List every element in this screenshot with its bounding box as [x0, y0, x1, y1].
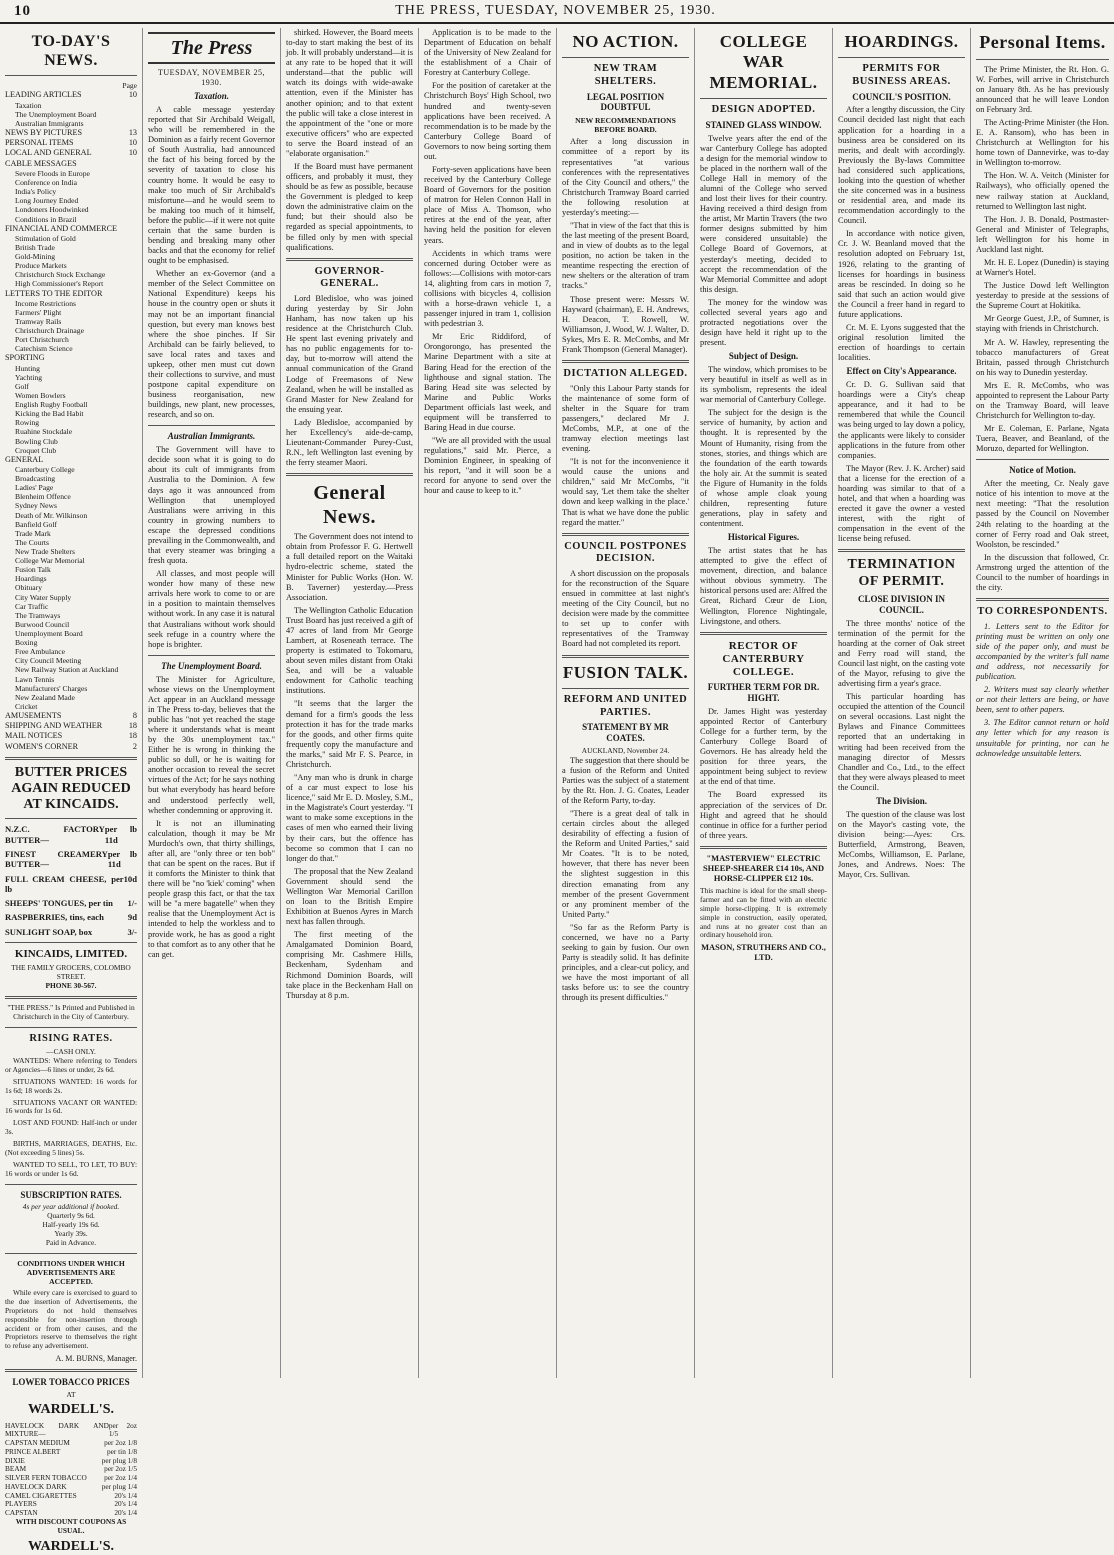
index-entry-label: SPORTING [5, 353, 45, 363]
article-paragraph: The Government will have to decide soon what it is going to do about its cult of immigrants from Australia to the Dominion. A few days ago it was announced from Wellington that unemployed Australians were arriving in this country in growing numbers to escape the depressed conditions prevailing in the Commonwealth, and that every steamer was bringing a fresh quota. [148, 445, 275, 566]
butter-ad [5, 765, 137, 991]
wardell-footer: WITH DISCOUNT COUPONS AS USUAL. [15, 1516, 127, 1535]
index-subentry: Ladies' Page [15, 483, 54, 493]
rate-item: WANTED TO SELL, TO LET, TO BUY: 16 words or under 1s 6d. [5, 1159, 137, 1178]
wardell-price-list [5, 1422, 137, 1518]
tram-body [562, 137, 689, 355]
article-paragraph: Whether an ex-Governor (and a member of the Select Committee on National Expenditure) keeps his house in the country open or shuts it may not be an important financial question, but every man knows best where the shoe pinches. If Sir Archibald can be fairly believed, to save local rates and taxes and upkeep, other men must cut down their collections to survive, and must postpone capital expenditure on business reorganisation, new buildings, new plant, new processes, research, and so on. [148, 269, 275, 420]
index-subentry: Trade Mark [15, 528, 51, 538]
butter-price: 1/- [127, 898, 137, 909]
subscription-sub: 4s per year additional if booked. [22, 1202, 120, 1212]
rate-item: LOST AND FOUND: Half-inch or under 3s. [5, 1118, 137, 1137]
design-heading: Subject of Design. [728, 351, 799, 362]
fusion-subheading-2: STATEMENT BY MR COATES. [582, 722, 669, 743]
article-paragraph: Lord Bledisloe, who was joined during yesterday by Sir John Hanham, has now taken up his residence at the Christchurch Club. He spent last evening privately and has no public engagements for to-day, but to-morrow will attend the annual communication of the Grand Lodge of Freemasons of New Zealand, when he will be installed as Grand Master for New Zealand for the ensuing year. [286, 293, 413, 414]
article-paragraph: If the Board must have permanent officers, and probably it must, they should be as few as possible, because the Government is pledged to keep down the administrative claim on the fund; but their should also be regarded as special appointments, to be filled only by men with special qualifications. [286, 162, 413, 252]
wardell-item: DIXIE [5, 1455, 25, 1465]
index-subentry: Free Ambulance [15, 647, 65, 657]
butter-price-row [5, 849, 137, 870]
wardell-footer-store: WARDELL'S. [28, 1538, 114, 1554]
wardell-price: 20's 1/4 [114, 1490, 137, 1500]
wardell-price: per plug 1/4 [101, 1481, 137, 1491]
rector-subheading: FURTHER TERM FOR DR. HIGHT. [707, 682, 820, 704]
index-entry-label: MAIL NOTICES [5, 731, 63, 741]
masthead-title: THE PRESS, TUESDAY, NOVEMBER 25, 1930. [395, 3, 716, 18]
news-paragraph: The Wellington Catholic Education Trust Board has just received a gift of 47 acres of land from Mr George Lambert, at Roseneath terrace. The property is estimated to Tokomaru, about seven miles distant from Otaki Sea, and will be a valuable endowment for Catholic teaching institutions. [286, 605, 413, 696]
wardell-item: CAPSTAN [5, 1508, 38, 1518]
index-subentry: New Zealand Made [15, 692, 75, 702]
article-paragraph: Twelve years after the end of the war Canterbury College has adopted a design for the memorial window to be placed in the northern wall of the College Hall in memory of the alumni of the College who served and lost their lives for their country. Having received a third design from the artist, Mr Martin Travers (the two former designs submitted by him were considered unsuitable) the College Board of Governors, at yesterday's meeting, decided to accept the recommendation of the War Memorial Committee and adopt this design. [700, 133, 827, 294]
index-subentry: Produce Markets [15, 261, 67, 271]
index-subentry: Golf [15, 381, 29, 391]
wardell-item: CAMEL CIGARETTES [5, 1490, 77, 1500]
article-paragraph: "Only this Labour Party stands for the maintenance of some form of shelter in the Square for tram passengers," declared Mr J. McCombs, M.P., at one of the tramway election meetings last evening. [562, 383, 689, 454]
wardell-sub: AT [66, 1389, 76, 1399]
index-subentry: Car Traffic [15, 601, 49, 611]
article-paragraph: The Board expressed its appreciation of the services of Dr. Hight and agreed that he should continue in office for a further period of three years. [700, 790, 827, 840]
wardell-item: BEAM [5, 1464, 27, 1474]
index-subentry: City Water Supply [15, 592, 72, 602]
wardell-price: per tin 1/8 [107, 1446, 137, 1456]
wardell-item: HAVELOCK DARK [5, 1481, 67, 1491]
rector-body [700, 707, 827, 841]
index-subentry: Ruahine Stockdale [15, 427, 73, 437]
subscription-footer: Paid in Advance. [45, 1237, 97, 1247]
wardell-price: 20's 1/4 [114, 1508, 137, 1518]
article-paragraph: After the meeting, Cr. Nealy gave notice of his intention to move at the next meeting: "That the resolution passed by the Council on November 24th relating to the hoarding at the corner of Ferry road and Oak street, Woolston, be rescinded." [976, 479, 1109, 549]
index-entry [5, 128, 137, 138]
butter-price: per lb 11d [107, 848, 137, 870]
wardell-item: PRINCE ALBERT [5, 1446, 61, 1456]
index-entry-label: LEADING ARTICLES [5, 90, 82, 100]
index-subentry: High Commissioner's Report [15, 279, 104, 289]
article-taxation-body [148, 105, 275, 420]
memorial-body [700, 134, 827, 349]
index-subentry: Manufacturers' Charges [15, 683, 88, 693]
council-heading: COUNCIL POSTPONES DECISION. [564, 540, 687, 565]
press-notice: "THE PRESS." Is Printed and Published in Christchurch in the City of Canterbury. [7, 1002, 135, 1021]
butter-company-sub: THE FAMILY GROCERS, COLOMBO STREET. [11, 963, 131, 982]
masterview-ad [700, 854, 827, 964]
index-entry-page: 10 [128, 90, 137, 100]
index-subentry: Hoardings [15, 574, 47, 584]
council-body [562, 569, 689, 650]
index-subentry: Severe Floods in Europe [15, 168, 90, 178]
article-taxation-heading: Taxation. [194, 91, 229, 102]
wardell-price: per 2oz 1/4 [104, 1473, 137, 1483]
column-three [281, 28, 419, 1378]
rates-list [5, 1057, 137, 1179]
index-entry-page: 18 [128, 731, 137, 741]
index-entry [5, 721, 137, 731]
subscription-line: Half-yearly 19s 6d. [42, 1220, 100, 1230]
tributes-body [700, 546, 827, 627]
butter-price-list [5, 824, 137, 937]
index-list [5, 90, 137, 752]
index-subentry: Gold-Mining [15, 252, 56, 262]
personal-paragraph: Mr. H. E. Lopez (Dunedin) is staying at Warner's Hotel. [976, 258, 1109, 278]
column-tram [557, 28, 695, 1378]
butter-price-row [5, 824, 137, 845]
index-entry [5, 731, 137, 741]
general-news-body [286, 532, 413, 1001]
index-subentry: Women Bowlers [15, 391, 66, 400]
article-paragraph: The suggestion that there should be a fusion of the Reform and United Parties was the subject of a statement by the Rt. Hon. J. G. Coates, Leader of the Reform Party, to-day. [562, 755, 689, 805]
wardell-price: per plug 1/8 [101, 1455, 137, 1465]
wardell-price-row [5, 1422, 137, 1440]
subscription-heading: SUBSCRIPTION RATES. [20, 1189, 122, 1200]
effect-body [838, 380, 965, 544]
termination-heading: TERMINATION OF PERMIT. [847, 557, 956, 590]
governor-body [286, 294, 413, 468]
division-heading: The Division. [875, 795, 927, 806]
index-entry [5, 711, 137, 721]
design-body [700, 365, 827, 529]
index-entry-page: 2 [132, 741, 137, 751]
index-subentry: British Trade [15, 242, 55, 252]
index-subentry: Long Journey Ended [15, 196, 79, 206]
subscription-line: Quarterly 9s 6d. [47, 1211, 95, 1221]
butter-price: 10d [123, 873, 137, 884]
index-subentry: Hunting [15, 363, 40, 373]
index-entry [5, 224, 137, 234]
hoardings-heading-3: COUNCIL'S POSITION. [852, 91, 951, 102]
article-paragraph: "That in view of the fact that this is the last meeting of the present Board, and in view of doubts as to the legal position, no action be taken in the meantime respecting the erection of new shelters or the alteration of tram tracks." [562, 221, 689, 291]
index-entry-page: 10 [128, 148, 137, 158]
subscription-lines [5, 1212, 137, 1239]
hoardings-heading-1: HOARDINGS. [844, 32, 959, 51]
index-subentry: New Railway Station at Auckland [15, 665, 119, 675]
index-subentry: Banfield Golf [15, 519, 57, 529]
index-subentry: College War Memorial [15, 556, 85, 566]
index-subentry: Stimulation of Gold [15, 233, 76, 243]
index-subentry: Rowing [15, 418, 40, 428]
news-paragraph: For the position of caretaker at the Christchurch Boys' High School, two hundred and twenty-seven applications have been received. A recommendation is to be made by the Canterbury College Board of Governors to now being sorting them out. [424, 81, 551, 161]
index-entry [5, 455, 137, 465]
index-subentry: Broadcasting [15, 474, 56, 484]
butter-item: FULL CREAM CHEESE, per lb [5, 873, 124, 894]
index-entry [5, 159, 137, 169]
governor-heading: GOVERNOR-GENERAL. [314, 265, 385, 290]
general-news-heading: General News. [313, 482, 386, 529]
news-paragraph: Mr Eric Riddiford, of Orongorongo, has presented the Marine Department with a site at Baring Head for the erection of the lighthouse and signal station. The Baring Head site was selected by Marine and Public Works Department officials last week, and equipment will be transferred to Baring Head in due course. [424, 332, 551, 432]
index-subentry: Boxing [15, 638, 38, 648]
index-entry-page: 13 [128, 127, 137, 137]
column-three-body [286, 28, 413, 253]
rate-item: SITUATIONS WANTED: 16 words for 1s 6d; 18 words 2s. [5, 1076, 137, 1095]
article-paragraph: shirked. However, the Board meets to-day to start making the best of its job. It will probably understand—it is at any rate to be hoped that it will understand—that the public will watch its doings with wide-awake attention, even if the Minister has another opinion; and to that extent the public will take a close interest in the appointment of the "one or more executive officers" who are expected to serve the Board instead of an "elaborate organisation." [286, 28, 413, 158]
index-subentry: Croquet Club [15, 445, 57, 455]
division-body [838, 810, 965, 881]
index-subentry: Burwood Council [15, 619, 70, 629]
butter-ad-heading: BUTTER PRICES AGAIN REDUCED AT KINCAIDS. [11, 764, 131, 813]
article-paragraph: The Mayor (Rev. J. K. Archer) said that a license for the erection of a hoarding was similar to that of a hotel, and that when a hoarding was erected it gave the owner a vested interest, with the right of compensation in the event of the license being refused. [838, 463, 965, 544]
masterview-ad-line: This machine is ideal for the small sheep-farmer and can be fitted with an electric simple horse-clipping. It is extremely simple in construction, easily operated, and runs at no greater cost than an ordinary household iron. [700, 886, 827, 940]
index-entry-page: 10 [128, 138, 137, 148]
article-paragraph: After a long discussion in committee of a report by its representatives "at various conferences with the representatives of the City Council and others," the Christchurch Tramway Board carried the following resolution at yesterday's meeting:— [562, 137, 689, 217]
tram-heading-3: LEGAL POSITION DOUBTFUL [586, 91, 665, 113]
tributes-heading: Historical Figures. [727, 532, 800, 543]
memorial-heading-2: DESIGN ADOPTED. [711, 104, 816, 116]
index-subentry: Death of Mr. Wilkinson [15, 510, 88, 520]
wardell-heading: LOWER TOBACCO PRICES [12, 1376, 130, 1387]
index-subentry: Australian Immigrants [15, 118, 84, 128]
news-paragraph: "It seems that the larger the demand for a firm's goods the less protection it has for the trade marks for the goods, and other firms quite frequently copy the manufacture and the marks," said Mr F. S. Pearce, in Christchurch. [286, 699, 413, 769]
news-paragraph: The proposal that the New Zealand Government should send the Wellington War Memorial Carillon on loan to the British Empire Exhibition at Buenos Ayres in March next has fallen through. [286, 866, 413, 927]
butter-price-row [5, 874, 137, 895]
rate-item: WANTEDS: Where referring to Tenders or Agencies—6 lines or under, 2s 6d. [5, 1056, 137, 1074]
fusion-body [562, 756, 689, 1004]
article-paragraph: All classes, and most people will wonder how many of these new arrivals here work to come to or are in a position to maintain themselves without work. In any case it is natural that Australians without work should seek refuge in a country where the hope is brighter. [148, 569, 275, 649]
article-paragraph: Lady Bledisloe, accompanied by her Excellency's aide-de-camp, Lieutenant-Commander Purey-Cust, R.N., left Wellington last evening by the ferry steamer Maori. [286, 417, 413, 468]
index-subentry: Farmers' Plight [15, 307, 62, 317]
tram-heading-2: NEW TRAM SHELTERS. [593, 63, 658, 87]
index-subentry: New Trade Shelters [15, 547, 75, 556]
column-personal [971, 28, 1114, 1378]
index-subentry: Christchurch Stock Exchange [15, 270, 106, 280]
fusion-heading: FUSION TALK. [562, 662, 689, 682]
butter-price: 3/- [127, 926, 137, 937]
column-index [0, 28, 143, 1554]
article-paragraph: After a lengthy discussion, the City Council decided last night that each application for a hoarding in a business area be considered on its merits, and dealt with accordingly. Previously the By-laws Committee had considered such applications, looking into the question of whether the site concerned was in a business or residential area, and made its recommendation accordingly to the Council. [838, 105, 965, 226]
index-subentry: Sydney News [15, 501, 57, 511]
article-paragraph: This particular hoarding has occupied the attention of the Council on several occasions. Last night the Bylaws and Finance Committees reported that an undertaking in writing had been received from the managing director of Messrs Chandler and Co., Ltd., to the effect that they were always pleased to meet the Council. [838, 692, 965, 792]
news-paragraph: The Government does not intend to obtain from Professor F. G. Hertwell a full detailed report on the Waitaki hydro-electric scheme, stated the Minister for Public Works (Hon. W. B. Taverner) yesterday.—Press Association. [286, 532, 413, 602]
wardell-price: 20's 1/4 [114, 1499, 137, 1509]
dictation-body [562, 384, 689, 528]
column-memorial [695, 28, 833, 1378]
index-subentry: English Rugby Football [15, 400, 88, 410]
column-four-body [424, 28, 551, 497]
index-page-label: Page [122, 81, 137, 91]
news-paragraph: "Any man who is drunk in charge of a car must expect to lose his licence," said Mr E. D. Mosley, S.M., in the Magistrate's Court yesterday. "I want to make some exceptions in the cases of men who earned their living by their cars, but the offence has become so common that I can no longer do that." [286, 773, 413, 863]
index-subentry: Bowling Club [15, 436, 58, 446]
index-subentry: Conference on India [15, 178, 77, 188]
article-unemployment-heading: The Unemployment Board. [161, 660, 262, 671]
news-paragraph: Application is to be made to the Department of Education on behalf of the University of New Zealand for the establishment of a Chair of Forestry at Canterbury College. [424, 28, 551, 78]
index-entry-page: 8 [132, 710, 137, 720]
article-paragraph: The subject for the design is the service of humanity, by action and thought. It is represented by the Mount of Humanity, rising from the stones, stories, and things which are the foundation of the earth towards the holy air. At the summit is seated the Figure of Humanity in the folds of whose ample cloak young children, representing future generations, play in safety and contentment. [700, 408, 827, 529]
butter-phone: PHONE 30-567. [45, 981, 97, 990]
paper-name: The Press [148, 32, 275, 64]
index-entry [5, 742, 137, 752]
rate-item: SITUATIONS VACANT OR WANTED: 16 words for 1s 6d. [5, 1097, 137, 1116]
butter-price: per lb 11d [104, 824, 137, 845]
index-entry-label: LOCAL AND GENERAL [5, 148, 92, 158]
fusion-subheading: REFORM AND UNITED PARTIES. [563, 693, 688, 718]
personal-paragraph: Mr E. Coleman, E. Parlane, Ngata Tuera, Beaver, and Beanland, of the Moruzo, departed for Wellington. [976, 424, 1109, 454]
personal-paragraph: Mrs E. R. McCombs, who was appointed to represent the Labour Party on the Tramway Board, will leave Christchurch for Wellington to-day. [976, 380, 1109, 421]
index-entry-label: SHIPPING AND WEATHER [5, 721, 103, 731]
hoardings-body [838, 105, 965, 363]
butter-company: KINCAIDS, LIMITED. [14, 948, 128, 961]
personal-paragraph: Mr George Guest, J.P., of Sumner, is staying with friends in Christchurch. [976, 314, 1109, 334]
article-paragraph: A short discussion on the proposals for the reconstruction of the Square ensued in committee at last night's meeting of the City Council, but no decision were made by the committee to set up to confer with representatives of the Tramway Board had not completed its report. [562, 568, 689, 649]
masterview-ad-line: MASON, STRUTHERS AND CO., LTD. [701, 943, 826, 963]
index-subentry: Canterbury College [15, 465, 75, 475]
hoardings-heading-2: PERMITS FOR BUSINESS AREAS. [852, 63, 951, 87]
butter-price-row [5, 912, 137, 922]
wardell-item: SILVER FERN TOBACCO [5, 1473, 87, 1483]
column-hoardings [833, 28, 971, 1378]
article-paragraph: Cr. M. E. Lyons suggested that the original resolution limited the erection of hoardings to certain localities. [838, 323, 965, 363]
index-entry [5, 289, 137, 299]
article-paragraph: The question of the clause was lost on the Mayor's casting vote, the division being:—Ayes: Crs. Butterfield, Armstrong, Beaven, McCombs, Williamson, E. Parlane, Jones, and Andrews. Noes: The Mayor, Crs. Sullivan. [838, 809, 965, 880]
index-entry [5, 148, 137, 158]
article-paragraph: The Minister for Agriculture, whose views on the Unemployment Act appear in an Auckland message in The Press to-day, believes that the public has "not yet reached the stage where it understands what is meant by the 30s unemployment tax." Either he is wrong in thinking the public so dull, or he is waiting for another occasion to reveal the secret virtues of the Act; for he says nothing but what everybody has heard before and understood perfectly well, whether condemning or approving it. [148, 674, 275, 815]
article-paragraph: A cable message yesterday reported that Sir Archibald Weigall, who will be remembered in the Dominion as a fairly recent Governor of South Australia, had announced the fact of his being forced by the severity of taxation to close his country home. It would be easy to make too much of Sir Archibald's misfortune—and he would seem to be making too much of it himself, before the public—if it were not quite certain that the same burden is bending and breaking many other backs and that the economy for relief ought to be emphasised. [148, 104, 275, 266]
article-paragraph: In accordance with notice given, Cr. J. W. Beanland moved that the resolution adopted on February 1st, 1926, relating to the granting of licenses for hoardings in business areas be rescinded. In doing so he said that such an action would give the Council a freer hand in regard to future applications. [838, 229, 965, 319]
tram-heading-4: NEW RECOMMENDATIONS BEFORE BOARD. [575, 116, 676, 135]
article-paragraph: "It is not for the inconvenience it would cause the unions and children," said Mr McCombs, "it would say, 'Let them take the shelter down and keep walking in the place.' That is what we have done the public regard the matter." [562, 457, 689, 527]
notice-heading: Notice of Motion. [1009, 465, 1076, 476]
index-entry-label: CABLE MESSAGES [5, 158, 77, 168]
wardell-store: WARDELL'S. [28, 1402, 114, 1418]
wardell-price: per 2oz 1/5 [104, 1464, 137, 1474]
index-subentry: Yachting [15, 372, 43, 382]
article-paragraph: "There is a great deal of talk in certain circles about the alleged desirability of effecting a fusion of the Reform and United Parties," said Mr Coates. "It is to be noted, however, that there has never been the slightest suggestion in this direction emanating from any member of the present Government or any prominent member of the United Party." [562, 808, 689, 919]
article-paragraph: Dr. James Hight was yesterday appointed Rector of Canterbury College for a further term, by the Canterbury College Board of Governors. He has already held the position for three years, the appointment being subject to review at the end of that time. [700, 706, 827, 787]
personal-paragraph: Mr A. W. Hawley, representing the tobacco manufacturers of Great Britain, passed through Christchurch on his way to Dunedin yesterday. [976, 337, 1109, 377]
personal-body [976, 65, 1109, 455]
index-entry-page: 18 [128, 721, 137, 731]
index-entry [5, 138, 137, 148]
index-entry [5, 353, 137, 363]
index-subentry: Unemployment Board [15, 628, 83, 638]
correspondents-heading: TO CORRESPONDENTS. [977, 606, 1108, 618]
subscription-line: Yearly 39s. [54, 1229, 88, 1239]
index-subentry: Catechism Science [15, 344, 73, 354]
article-paragraph: "So far as the Reform Party is concerned, we have no a Party seeking to gain by fusion. Our own Party is steadily solid. It has definite principles, and a clear-cut policy, and we have the most important of all tasks before us: to see the country through its present difficulties." [562, 922, 689, 1003]
index-subentry: Blenheim Offence [15, 492, 71, 502]
index-subentry: Tramway Rails [15, 316, 62, 326]
effect-heading: Effect on City's Appearance. [846, 366, 957, 377]
termination-subheading: CLOSE DIVISION IN COUNCIL. [857, 593, 946, 615]
butter-price-row [5, 898, 137, 908]
index-subentry: Londoners Hoodwinked [15, 205, 89, 215]
personal-paragraph: The Prime Minister, the Rt. Hon. G. W. Forbes, will arrive in Christchurch on January 8th. As he has previously announced that he will leave London on February 3rd. [976, 64, 1109, 114]
personal-heading: Personal Items. [979, 32, 1106, 52]
rector-heading: RECTOR OF CANTERBURY COLLEGE. [722, 639, 805, 679]
index-entry [5, 90, 137, 100]
news-paragraph: The first meeting of the Amalgamated Dominion Board, comprising Mr. Cashmere Hills, Beckenham, Sydenham and Richmond Dominion Boards, will take place in the Beckenham Hall on Thursday at 8 p.m. [286, 930, 413, 1000]
index-subentry: Income Restrictions [15, 298, 76, 308]
butter-price: 9d [127, 912, 137, 923]
column-editorial [143, 28, 281, 1378]
fusion-dateline: AUCKLAND, November 24. [581, 745, 670, 755]
editorial-dateline: TUESDAY, NOVEMBER 25, 1930. [158, 68, 265, 87]
article-paragraph: The window, which promises to be very beautiful in itself as well as in its symbolism, represents the ideal war memorial of Canterbury College. [700, 365, 827, 405]
butter-item: FINEST CREAMERY BUTTER— [5, 848, 108, 870]
index-entry-label: GENERAL [5, 454, 44, 464]
index-heading: TO-DAY'S NEWS. [31, 33, 111, 70]
wardell-item: PLAYERS [5, 1499, 37, 1509]
wardell-price: per 2oz 1/8 [104, 1438, 137, 1448]
index-subentry: Taxation [15, 100, 42, 110]
index-entry-label: FINANCIAL AND COMMERCE [5, 223, 118, 233]
wardell-price: per 2oz 1/5 [108, 1420, 137, 1439]
conditions-heading: CONDITIONS UNDER WHICH ADVERTISEMENTS ARE ACCEPTED. [17, 1258, 125, 1286]
article-paragraph: It is not an illuminating calculation, though it may be Mr Murdoch's own, that thirty shillings, after all, are "only three or ten bob" that can be spent on the races. But if it comforts the Minister to think that there will be "no 'kiek' coming" when people grasp this fact, or that the tax will be "a mere bagatelle" when they realise that the Unemployment Act is intended to help the workless and to provide work, he has as good a right to that comfort as to any other that he can get. [148, 818, 275, 959]
memorial-heading-1: COLLEGE WAR MEMORIAL. [709, 32, 818, 92]
article-immigrants-body [148, 445, 275, 650]
index-subentry: India's Policy [15, 187, 57, 197]
conditions-body: While every care is exercised to guard to the due insertion of Advertisements, the Proprietors do not hold themselves responsible for non-insertion through accident or from other causes, and the Proprietors reserve to themselves the right to refuse any advertisement. [5, 1288, 137, 1351]
butter-price-row [5, 927, 137, 937]
rates-sub: —CASH ONLY. [46, 1047, 96, 1057]
correspondent-rule: 3. The Editor cannot return or hold any letter which for any reason is unsuitable for printing, nor can he acknowledge unsuitable letters. [976, 718, 1109, 758]
index-subentry: The Tramways [15, 610, 61, 620]
news-paragraph: Accidents in which trams were concerned during October were as follows:—Collisions with motor-cars 14, alighting from cars in motion 7, collisions with bicycles 4, collision with a horse-drawn vehicle 1, a passenger injured in tram 1, collision with pedestrian 3. [424, 248, 551, 329]
index-entry-label: LETTERS TO THE EDITOR [5, 288, 103, 298]
personal-paragraph: The Justice Dowd left Wellington yesterday to preside at the sessions of the Supreme Court at Hokitika. [976, 281, 1109, 311]
memorial-heading-3: STAINED GLASS WINDOW. [705, 119, 822, 130]
index-entry-label: NEWS BY PICTURES [5, 127, 83, 137]
index-subentry: Lawn Tennis [15, 674, 55, 684]
article-paragraph: The artist states that he has attempted to give the effect of movement, direction, and balance without obvious symmetry. The historical persons used are: Alfred the Great, Richard Cœur de Lion, Wellington, Florence Nightingale, Livingstone, and others. [700, 546, 827, 626]
personal-paragraph: The Hon. J. B. Donald, Postmaster-General and Minister of Telegraphs, left Wellington for his home in Auckland last night. [976, 214, 1109, 254]
index-subentry: Conditions in Brazil [15, 214, 77, 224]
notice-body [976, 479, 1109, 593]
index-entry-label: WOMEN'S CORNER [5, 741, 79, 751]
index-subentry: Kicking the Bad Habit [15, 409, 84, 419]
index-subentry: Obituary [15, 583, 42, 593]
wardell-ad [5, 1377, 137, 1555]
index-subentry: The Unemployment Board [15, 109, 97, 119]
column-four [419, 28, 557, 1378]
index-subentry: Fusion Talk [15, 565, 51, 575]
index-entry-label: AMUSEMENTS [5, 710, 62, 720]
article-unemployment-body [148, 675, 275, 960]
article-paragraph: In the discussion that followed, Cr. Armstrong urged the attention of the Council to the number of hoardings in the city. [976, 552, 1109, 592]
butter-item: N.Z.C. FACTORY BUTTER— [5, 824, 105, 845]
termination-body [838, 619, 965, 793]
article-paragraph: The three months' notice of the termination of the permit for the hoarding at the corner of Oak street and Ferry road will stand, the Council last night, on the casting vote of the Mayor, refusing to give the advertising firm a year's grace. [838, 618, 965, 689]
article-paragraph: The money for the window was collected several years ago and protracted negotiations over the design have held it right up to the present. [700, 297, 827, 348]
butter-item: RASPBERRIES, tins, each [5, 912, 104, 923]
wardell-item: CAPSTAN MEDIUM [5, 1438, 70, 1448]
index-subentry: Port Christchurch [15, 335, 69, 345]
index-subentry: The Courts [15, 537, 49, 547]
rates-heading: RISING RATES. [29, 1032, 113, 1044]
butter-item: SHEEPS' TONGUES, per tin [5, 898, 113, 909]
personal-paragraph: The Acting-Prime Minister (the Hon. E. A. Ransom), who has been in Christchurch at Wellington for his home town of Dannevirke, was to-day in Wellington to-morrow. [976, 117, 1109, 168]
index-subentry: Cricket [15, 701, 38, 711]
correspondent-rule: 1. Letters sent to the Editor for printing must be written on only one side of the paper only, and must be accompanied by the writer's full name and address, not necessarily for publication. [976, 621, 1109, 682]
butter-item: SUNLIGHT SOAP, box [5, 926, 93, 937]
personal-paragraph: The Hon. W. A. Veitch (Minister for Railways), who officially opened the new railway station at Auckland, returned to Wellington last night. [976, 171, 1109, 211]
correspondents-body [976, 622, 1109, 759]
rate-item: BIRTHS, MARRIAGES, DEATHS, Etc. (Not exceeding 5 lines) 5s. [5, 1139, 137, 1157]
wardell-item: HAVELOCK DARK AND MIXTURE— [5, 1420, 109, 1439]
dictation-heading: DICTATION ALLEGED. [563, 368, 688, 380]
news-paragraph: "We are all provided with the usual regulations," said Mr. Pierce, a Dominion Engineer, in speaking of his report, "and it will soon be a record for anyone to send over the hour and cause to keep to it." [424, 436, 551, 496]
article-immigrants-heading: Australian Immigrants. [167, 431, 256, 442]
article-paragraph: Those present were: Messrs W. Hayward (chairman), E. H. Andrews, H. Deacon, T. Rowell, W. Williamson, J. Wood, W. J. Walter, D. Sykes, Mrs E. R. McCombs, and Mr Frank Thompson (General Manager). [562, 294, 689, 354]
index-subentry: Christchurch Drainage [15, 326, 84, 336]
page-number: 10 [14, 2, 31, 19]
masthead [0, 0, 1114, 24]
tram-heading-1: NO ACTION. [572, 32, 679, 51]
index-subentry: City Council Meeting [15, 656, 82, 666]
conditions-signature: A. M. BURNS, Manager. [55, 1354, 137, 1364]
correspondent-rule: 2. Writers must say clearly whether or not their letters are being, or have been, sent to other papers. [976, 685, 1109, 715]
article-paragraph: Cr. D. G. Sullivan said that hoardings were a City's cheap appearance, and it had to be remembered that while the Council was being urged to lay down a policy, the applicants were likely to consider applications in the future from other companies. [838, 380, 965, 460]
index-entry-label: PERSONAL ITEMS [5, 138, 74, 148]
masterview-ad-line: "MASTERVIEW" ELECTRIC SHEEP-SHEARER £14 10s, AND HORSE-CLIPPER £12 10s. [703, 853, 824, 883]
news-paragraph: Forty-seven applications have been received by the Canterbury College Board of Governors for the position of matron for Helen Connon Hall in place of Miss A. Thomson, who retires at the end of the year, after having held the position for eleven years. [424, 165, 551, 245]
